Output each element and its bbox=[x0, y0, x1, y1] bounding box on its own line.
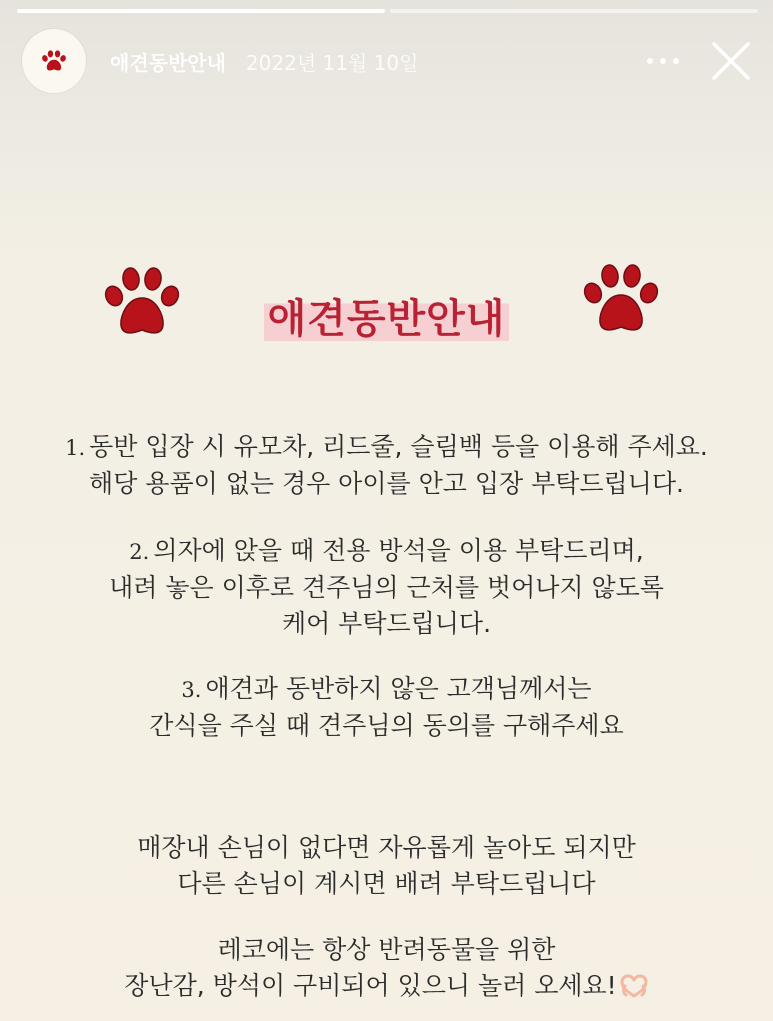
story-progress-segment-2 bbox=[390, 9, 758, 13]
note-invite bbox=[0, 932, 773, 1008]
story-progress-segment-1 bbox=[17, 9, 385, 13]
avatar[interactable] bbox=[22, 29, 86, 93]
account-name[interactable]: 애견동반안내 bbox=[110, 50, 226, 75]
rule-2-line-1 bbox=[0, 533, 773, 570]
progress-fill-1 bbox=[17, 9, 385, 13]
note-play-line-2: 다른 손님이 계시면 배려 부탁드립니다 bbox=[177, 869, 596, 898]
note-invite-line-1: 레코에는 항상 반려동물을 위한 bbox=[217, 935, 556, 964]
rule-3 bbox=[0, 671, 773, 744]
note-invite-text: 장난감, 방석이 구비되어 있으니 놀러 오세요! bbox=[124, 971, 617, 1000]
rule-1-line-1 bbox=[0, 429, 773, 466]
note-invite-line-2 bbox=[0, 968, 773, 1008]
close-icon bbox=[711, 41, 751, 81]
note-play-line-1: 매장내 손님이 없다면 자유롭게 놀아도 되지만 bbox=[137, 833, 636, 862]
note-play bbox=[0, 830, 773, 902]
rule-text: 의자에 앉을 때 전용 방석을 이용 부탁드리며, bbox=[153, 536, 644, 565]
close-button[interactable] bbox=[707, 37, 755, 85]
rule-number: 2. bbox=[129, 540, 150, 564]
rule-2 bbox=[0, 533, 773, 642]
rule-number: 3. bbox=[181, 678, 202, 702]
story-progress bbox=[17, 9, 758, 13]
notice-title: 애견동반안내 bbox=[264, 285, 510, 346]
more-dots-icon bbox=[646, 57, 680, 65]
rule-number: 1. bbox=[65, 436, 86, 460]
rule-3-line-2: 간식을 주실 때 견주님의 동의를 구해주세요 bbox=[149, 711, 624, 740]
heart-hands-icon bbox=[619, 972, 649, 1008]
rule-1-line-2: 해당 용품이 없는 경우 아이를 안고 입장 부탁드립니다. bbox=[89, 469, 684, 498]
rule-text: 애견과 동반하지 않은 고객님께서는 bbox=[205, 674, 592, 703]
rule-text: 동반 입장 시 유모차, 리드줄, 슬림백 등을 이용해 주세요. bbox=[89, 432, 708, 461]
notice-title-wrapper bbox=[0, 285, 773, 346]
story-header bbox=[22, 28, 755, 94]
rule-2-line-2: 내려 놓은 이후로 견주님의 근처를 벗어나지 않도록 bbox=[109, 573, 664, 602]
post-date: 2022년 11월 10일 bbox=[245, 50, 419, 75]
more-options-button[interactable] bbox=[641, 39, 685, 83]
rule-1 bbox=[0, 429, 773, 502]
paw-icon bbox=[41, 50, 67, 72]
rule-2-line-3: 케어 부탁드립니다. bbox=[281, 609, 492, 638]
rule-3-line-1 bbox=[0, 671, 773, 708]
